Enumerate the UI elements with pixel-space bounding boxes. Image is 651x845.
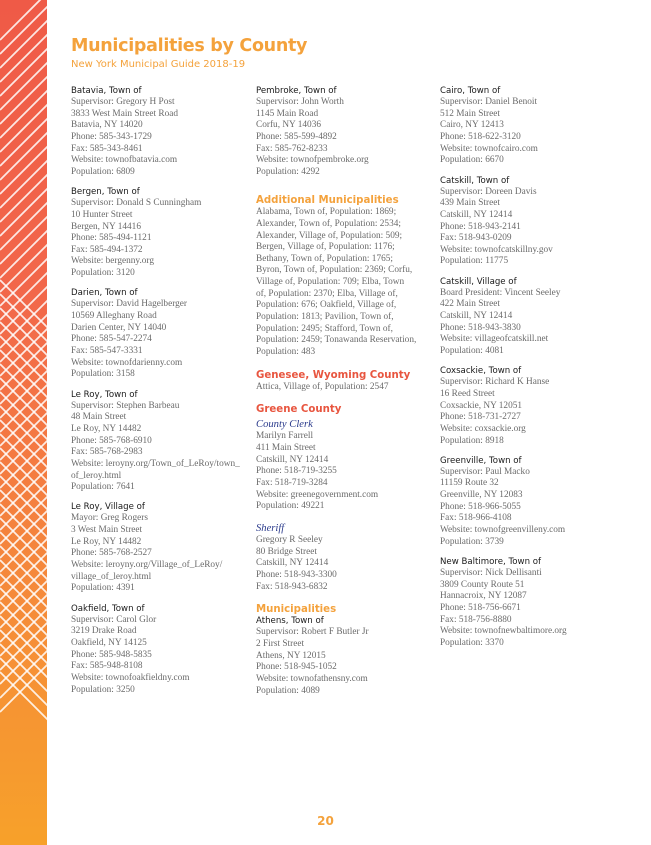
diagonal-stripe-pattern <box>0 0 47 845</box>
detail-line: Bergen, Village of, Population: 1176; <box>256 242 395 253</box>
municipality-name: Catskill, Town of <box>440 175 510 186</box>
detail-line: Supervisor: Doreen Davis <box>440 186 537 197</box>
detail-line: Phone: 585-768-6910 <box>71 435 152 446</box>
detail-line: Population: 2459; Tonawanda Reservation, <box>256 335 417 346</box>
detail-line: Phone: 518-943-3300 <box>256 569 337 580</box>
detail-line: Phone: 518-756-6671 <box>440 602 521 613</box>
page-title: Municipalities by County <box>71 36 308 56</box>
sub-heading-sheriff: Sheriff <box>256 522 285 534</box>
detail-line: Population: 4391 <box>71 583 135 594</box>
municipality-name: Athens, Town of <box>256 616 324 627</box>
detail-line: Website: townofcatskillny.gov <box>440 244 553 255</box>
detail-line: Population: 3158 <box>71 369 135 380</box>
detail-line: Marilyn Farrell <box>256 431 314 442</box>
detail-line: Population: 4081 <box>440 346 504 356</box>
detail-line: Website: leroyny.org/Town_of_LeRoy/town_ <box>71 458 240 469</box>
detail-line: Phone: 518-731-2727 <box>440 412 521 423</box>
detail-line: Alexander, Village of, Population: 509; <box>256 230 403 241</box>
detail-line: Fax: 585-948-8108 <box>71 661 143 672</box>
detail-line: Catskill, NY 12414 <box>256 558 329 569</box>
detail-line: Website: townofpembroke.org <box>256 155 369 166</box>
page-number: 20 <box>317 814 334 828</box>
detail-line: Alexander, Town of, Population: 2534; <box>256 218 401 229</box>
detail-line: Website: townofbatavia.com <box>71 155 178 166</box>
municipality-entry <box>71 86 247 179</box>
detail-line: Batavia, NY 14020 <box>71 120 143 131</box>
detail-line: Supervisor: John Worth <box>256 97 344 107</box>
detail-line: 411 Main Street <box>256 443 316 454</box>
detail-line: 80 Bridge Street <box>256 546 317 557</box>
detail-line: Population: 483 <box>256 347 316 358</box>
detail-line: Population: 49221 <box>256 501 325 512</box>
detail-line: 11159 Route 32 <box>440 478 499 489</box>
detail-line: Corfu, NY 14036 <box>256 120 321 131</box>
detail-line: Supervisor: Paul Macko <box>440 466 530 477</box>
section-heading-additional-municipalities: Additional Municipalities <box>256 195 399 207</box>
detail-line: Phone: 585-494-1121 <box>71 233 152 244</box>
detail-line: Supervisor: Nick Dellisanti <box>440 567 542 578</box>
detail-line: Fax: 585-768-2983 <box>71 447 143 458</box>
detail-line: Website: townofoakfieldny.com <box>71 672 190 683</box>
detail-line: Population: 4292 <box>256 166 320 177</box>
detail-line: Website: coxsackie.org <box>440 423 526 434</box>
municipality-entry <box>440 176 630 269</box>
detail-line: Population: 6670 <box>440 155 504 166</box>
detail-line: 10569 Alleghany Road <box>71 311 157 322</box>
detail-line: Phone: 585-948-5835 <box>71 649 152 660</box>
detail-line: Supervisor: Gregory H Post <box>71 97 175 107</box>
municipality-entry <box>71 502 247 595</box>
detail-line: Fax: 585-762-8233 <box>256 143 328 154</box>
detail-line: 1145 Main Road <box>256 108 319 119</box>
detail-line: Population: 8918 <box>440 435 504 446</box>
detail-line: Phone: 585-343-1729 <box>71 131 152 142</box>
detail-line: 2 First Street <box>256 638 305 649</box>
detail-line: Bethany, Town of, Population: 1765; <box>256 253 393 264</box>
municipality-entry <box>71 288 247 381</box>
detail-line: village_of_leroy.html <box>71 571 152 582</box>
municipality-entry <box>440 456 630 549</box>
detail-line: Population: 11775 <box>440 256 509 267</box>
column-2 <box>256 86 432 706</box>
detail-line: Supervisor: Daniel Benoit <box>440 97 538 107</box>
detail-line: Fax: 518-943-0209 <box>440 233 512 244</box>
detail-line: 3 West Main Street <box>71 525 143 536</box>
detail-line: Greenville, NY 12083 <box>440 490 523 501</box>
detail-line: Website: townofnewbaltimore.org <box>440 626 567 637</box>
detail-line: Supervisor: Carol Glor <box>71 614 157 625</box>
detail-line: Darien Center, NY 14040 <box>71 322 167 333</box>
municipality-name: Catskill, Village of <box>440 276 517 287</box>
detail-line: Phone: 518-966-5055 <box>440 501 521 512</box>
detail-line: Supervisor: Donald S Cunningham <box>71 198 202 209</box>
detail-line: Fax: 585-343-8461 <box>71 143 143 154</box>
detail-line: Board President: Vincent Seeley <box>440 287 561 298</box>
detail-line: Gregory R Seeley <box>256 534 323 545</box>
detail-line: Fax: 518-719-3284 <box>256 478 328 488</box>
detail-line: Fax: 585-547-3331 <box>71 346 143 356</box>
column-3 <box>440 86 630 658</box>
page-subtitle: New York Municipal Guide 2018-19 <box>71 59 246 70</box>
detail-line: of_leroy.html <box>71 470 122 481</box>
municipality-name: Le Roy, Village of <box>71 502 145 513</box>
additional-municipalities-paragraph <box>256 207 432 359</box>
detail-line: 3219 Drake Road <box>71 626 137 637</box>
municipality-entry <box>71 604 247 697</box>
municipality-name: New Baltimore, Town of <box>440 556 542 567</box>
detail-line: Supervisor: David Hagelberger <box>71 299 188 310</box>
detail-line: Population: 3739 <box>440 536 504 547</box>
detail-line: Attica, Village of, Population: 2547 <box>256 381 389 392</box>
detail-line: Bergen, NY 14416 <box>71 221 141 232</box>
detail-line: Supervisor: Robert F Butler Jr <box>256 627 369 638</box>
detail-line: Website: townofathensny.com <box>256 673 368 684</box>
detail-line: Website: villageofcatskill.net <box>440 334 549 345</box>
detail-line: Catskill, NY 12414 <box>440 209 513 220</box>
municipality-name: Bergen, Town of <box>71 187 140 198</box>
municipality-entry <box>71 187 247 280</box>
detail-line: Fax: 518-943-6832 <box>256 581 328 592</box>
detail-line: Fax: 518-756-8880 <box>440 614 512 625</box>
detail-line: Fax: 518-966-4108 <box>440 513 512 524</box>
detail-line: Phone: 518-943-3830 <box>440 322 521 333</box>
municipality-entry-athens <box>256 616 432 697</box>
detail-line: Phone: 518-719-3255 <box>256 466 337 477</box>
detail-line: Mayor: Greg Rogers <box>71 513 148 524</box>
municipality-name: Batavia, Town of <box>71 86 142 96</box>
detail-line: Website: greenegovernment.com <box>256 489 379 500</box>
detail-line: Supervisor: Stephen Barbeau <box>71 400 180 411</box>
detail-line: Cairo, NY 12413 <box>440 120 504 131</box>
detail-line: Phone: 585-599-4892 <box>256 131 337 142</box>
county-clerk-details <box>256 431 432 513</box>
detail-line: Website: townofcairo.com <box>440 143 538 154</box>
municipality-name: Oakfield, Town of <box>71 603 145 614</box>
detail-line: Fax: 585-494-1372 <box>71 244 143 255</box>
detail-line: 439 Main Street <box>440 198 500 209</box>
sheriff-details <box>256 535 432 593</box>
municipality-name: Greenville, Town of <box>440 455 522 466</box>
detail-line: Hannacroix, NY 12087 <box>440 591 527 602</box>
detail-line: Village of, Population: 709; Elba, Town <box>256 277 405 288</box>
detail-line: Athens, NY 12015 <box>256 650 326 661</box>
municipality-entry <box>440 86 630 167</box>
detail-line: Population: 6809 <box>71 166 135 177</box>
detail-line: Population: 4089 <box>256 685 320 696</box>
detail-line: Website: bergenny.org <box>71 256 154 267</box>
detail-line: Phone: 518-943-2141 <box>440 221 521 232</box>
detail-line: Population: 3370 <box>440 637 504 648</box>
detail-line: Population: 1813; Pavilion, Town of, <box>256 312 394 323</box>
detail-line: Website: leroyny.org/Village_of_LeRoy/ <box>71 560 223 571</box>
detail-line: Phone: 585-768-2527 <box>71 548 152 559</box>
municipality-name: Pembroke, Town of <box>256 86 337 96</box>
detail-line: Catskill, NY 12414 <box>440 311 513 322</box>
detail-line: 48 Main Street <box>71 412 127 423</box>
detail-line: Population: 676; Oakfield, Village of, <box>256 300 397 311</box>
sub-heading-county-clerk: County Clerk <box>256 419 313 431</box>
municipality-name: Le Roy, Town of <box>71 389 138 400</box>
detail-line: 3809 County Route 51 <box>440 579 525 590</box>
stripe-line <box>0 0 47 40</box>
detail-line: 16 Reed Street <box>440 388 495 399</box>
municipality-entry <box>440 277 630 358</box>
detail-line: Le Roy, NY 14482 <box>71 423 142 434</box>
municipality-name: Coxsackie, Town of <box>440 366 522 377</box>
detail-line: 10 Hunter Street <box>71 209 133 220</box>
detail-line: Oakfield, NY 14125 <box>71 637 147 648</box>
section-heading-municipalities: Municipalities <box>256 604 337 616</box>
section-heading-greene-county: Greene County <box>256 404 342 416</box>
detail-line: Website: townofdarienny.com <box>71 357 183 368</box>
detail-line: Coxsackie, NY 12051 <box>440 400 523 411</box>
detail-line: Byron, Town of, Population: 2369; Corfu, <box>256 265 413 276</box>
detail-line: Phone: 518-622-3120 <box>440 131 521 142</box>
municipality-entry <box>440 366 630 447</box>
detail-line: Population: 3250 <box>71 684 135 695</box>
detail-line: of, Population: 2370; Elba, Village of, <box>256 288 398 299</box>
detail-line: Phone: 585-547-2274 <box>71 334 152 345</box>
municipality-entry <box>440 557 630 650</box>
detail-line: Website: townofgreenvilleny.com <box>440 525 566 536</box>
detail-line: Alabama, Town of, Population: 1869; <box>256 207 397 218</box>
detail-line: Le Roy, NY 14482 <box>71 536 142 547</box>
municipality-entry <box>71 390 247 494</box>
decorative-side-band <box>0 0 47 845</box>
detail-line: Population: 3120 <box>71 268 135 279</box>
detail-line: Supervisor: Richard K Hanse <box>440 377 550 388</box>
detail-line: 422 Main Street <box>440 299 500 310</box>
detail-line: 512 Main Street <box>440 108 500 119</box>
municipality-name: Darien, Town of <box>71 288 138 299</box>
detail-line: 3833 West Main Street Road <box>71 108 179 119</box>
section-heading-genesee-wyoming: Genesee, Wyoming County <box>256 369 411 381</box>
municipality-entry-pembroke <box>256 86 432 179</box>
detail-line: Phone: 518-945-1052 <box>256 662 337 673</box>
detail-line: Population: 7641 <box>71 482 135 493</box>
detail-line: Catskill, NY 12414 <box>256 454 329 465</box>
detail-line: Population: 2495; Stafford, Town of, <box>256 323 393 334</box>
municipality-name: Cairo, Town of <box>440 86 501 96</box>
column-1 <box>71 86 247 705</box>
